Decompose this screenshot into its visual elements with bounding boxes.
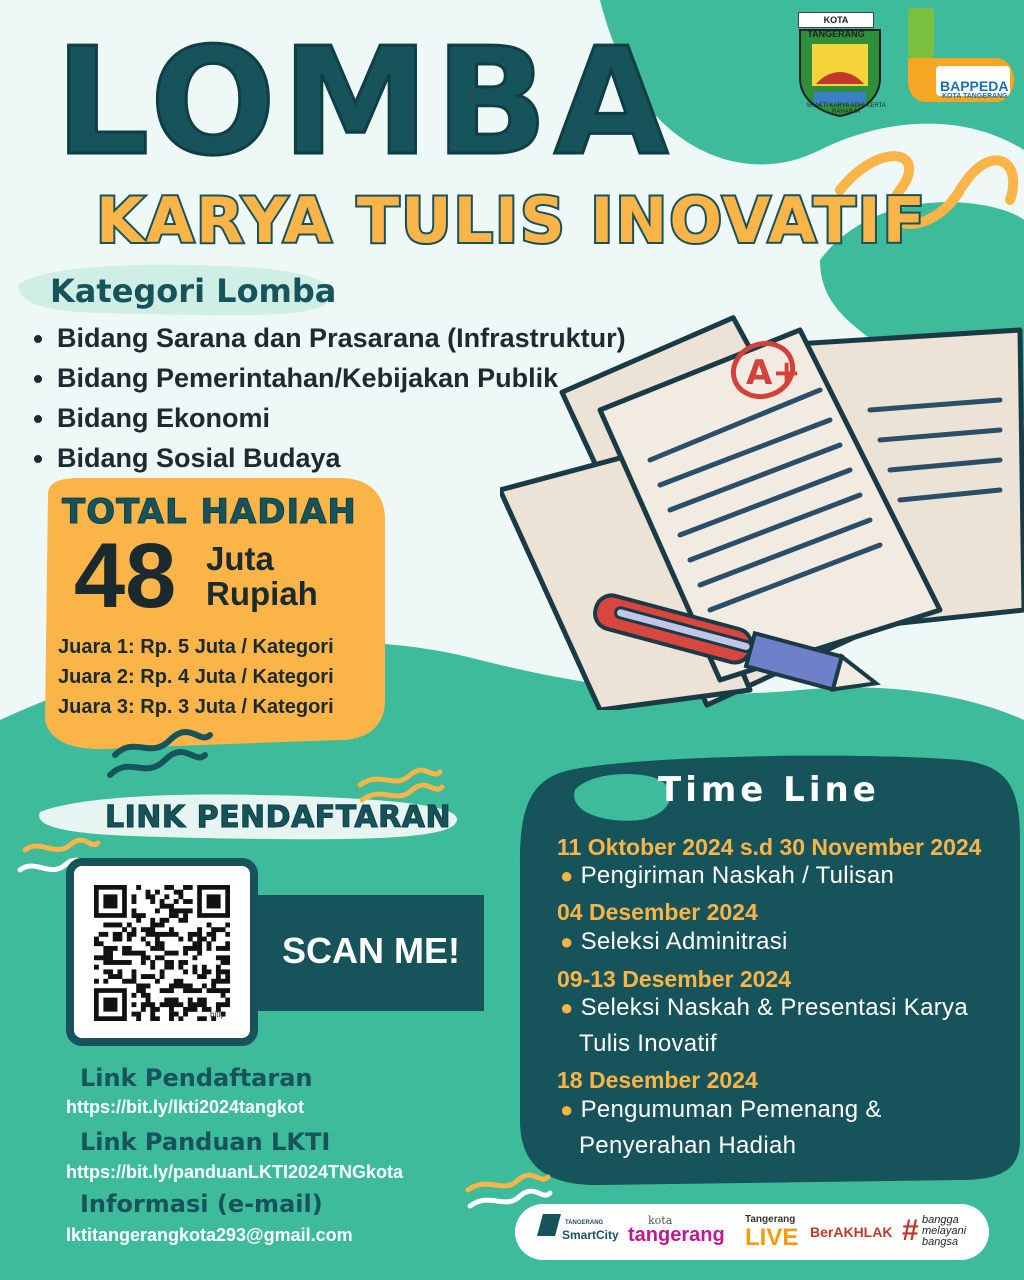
category-item: • Bidang Sarana dan Prasarana (Infrastruktur) (57, 318, 626, 358)
timeline-date: 11 Oktober 2024 s.d 30 November 2024 (557, 834, 982, 860)
prize-unit-line2: Rupiah (206, 574, 318, 612)
live-top: Tangerang (745, 1214, 796, 1225)
prize-item: Juara 1: Rp. 5 Juta / Kategori (58, 636, 334, 658)
bappeda-logo (896, 8, 1016, 123)
kota-tangerang-label: KOTA TANGERANG (798, 12, 874, 28)
timeline-item (560, 858, 894, 894)
bullet-icon: ● (560, 995, 574, 1020)
bangga-melayani-logo (922, 1215, 966, 1248)
bappeda-sublabel: KOTA TANGERANG (942, 93, 1008, 100)
tangerang-live-logo: LIVE (745, 1224, 799, 1251)
paper-grade: A+ (746, 353, 801, 393)
bullet-icon: ● (560, 863, 574, 888)
link-heading-registration: Link Pendaftaran (80, 1064, 313, 1092)
timeline-item-text: Seleksi Adminitrasi (580, 928, 788, 955)
main-title: LOMBA (55, 16, 675, 188)
prize-unit (206, 542, 318, 611)
smartcity-top: TANGERANG (565, 1220, 604, 1226)
prize-title: TOTAL HADIAH (62, 492, 357, 532)
timeline-item-text: Pengumuman Pemenang & (580, 1096, 882, 1123)
timeline-item-text: Pengiriman Naskah / Tulisan (580, 862, 895, 889)
prize-unit-line1: Juta (206, 540, 274, 577)
timeline-item-continued: Penyerahan Hadiah (579, 1132, 797, 1159)
registration-title: LINK PENDAFTARAN (105, 800, 452, 835)
berakhlak-logo: BerAKHLAK (810, 1224, 893, 1240)
bappeda-label: BAPPEDA (940, 78, 1009, 94)
bangga-line2: melayani (922, 1225, 967, 1237)
bullet-icon: ● (560, 929, 574, 954)
bullet-icon: ● (560, 1097, 574, 1122)
hashtag-icon: # (902, 1214, 919, 1247)
registration-link[interactable]: https://bit.ly/lkti2024tangkot (66, 1097, 305, 1117)
qr-brand: bitly (210, 1010, 225, 1019)
bangga-line3: bangsa (922, 1236, 959, 1248)
kota-tangerang-wordmark: tangerang (628, 1224, 725, 1246)
qr-code[interactable] (94, 885, 230, 1021)
link-heading-guide: Link Panduan LKTI (80, 1128, 331, 1156)
kota-tangerang-motto: SHAKTI KARYA ADHI KERTA RAHARJA (806, 103, 886, 115)
timeline-item (560, 924, 788, 960)
category-list (25, 318, 626, 478)
prize-item: Juara 2: Rp. 4 Juta / Kategori (58, 666, 334, 688)
sub-title: KARYA TULIS INOVATIF (96, 184, 928, 257)
timeline-date: 09-13 Desember 2024 (557, 966, 791, 992)
guide-link[interactable]: https://bit.ly/panduanLKTI2024TNGkota (66, 1162, 404, 1182)
category-item: • Bidang Pemerintahan/Kebijakan Publik (57, 358, 626, 398)
timeline-item (560, 1092, 882, 1128)
bangga-line1: bangga (922, 1214, 959, 1226)
category-item: • Bidang Ekonomi (57, 398, 626, 438)
kota-small-label: kota (648, 1214, 673, 1227)
prize-list (58, 632, 334, 722)
prize-item: Juara 3: Rp. 3 Juta / Kategori (58, 696, 334, 718)
timeline-date: 04 Desember 2024 (557, 899, 758, 925)
timeline-item (560, 990, 968, 1026)
scan-me-label: SCAN ME! (282, 930, 460, 971)
timeline-date: 18 Desember 2024 (557, 1067, 758, 1093)
timeline-title: Time Line (658, 770, 880, 810)
link-heading-email: Informasi (e-mail) (80, 1190, 323, 1218)
email-link[interactable]: lktitangerangkota293@gmail.com (66, 1225, 353, 1245)
category-title: Kategori Lomba (50, 272, 337, 310)
category-item: • Bidang Sosial Budaya (57, 438, 626, 478)
prize-amount: 48 (74, 525, 177, 627)
timeline-item-continued: Tulis Inovatif (579, 1030, 718, 1057)
smartcity-logo: SmartCity (562, 1228, 619, 1242)
timeline-item-text: Seleksi Naskah & Presentasi Karya (580, 994, 968, 1021)
